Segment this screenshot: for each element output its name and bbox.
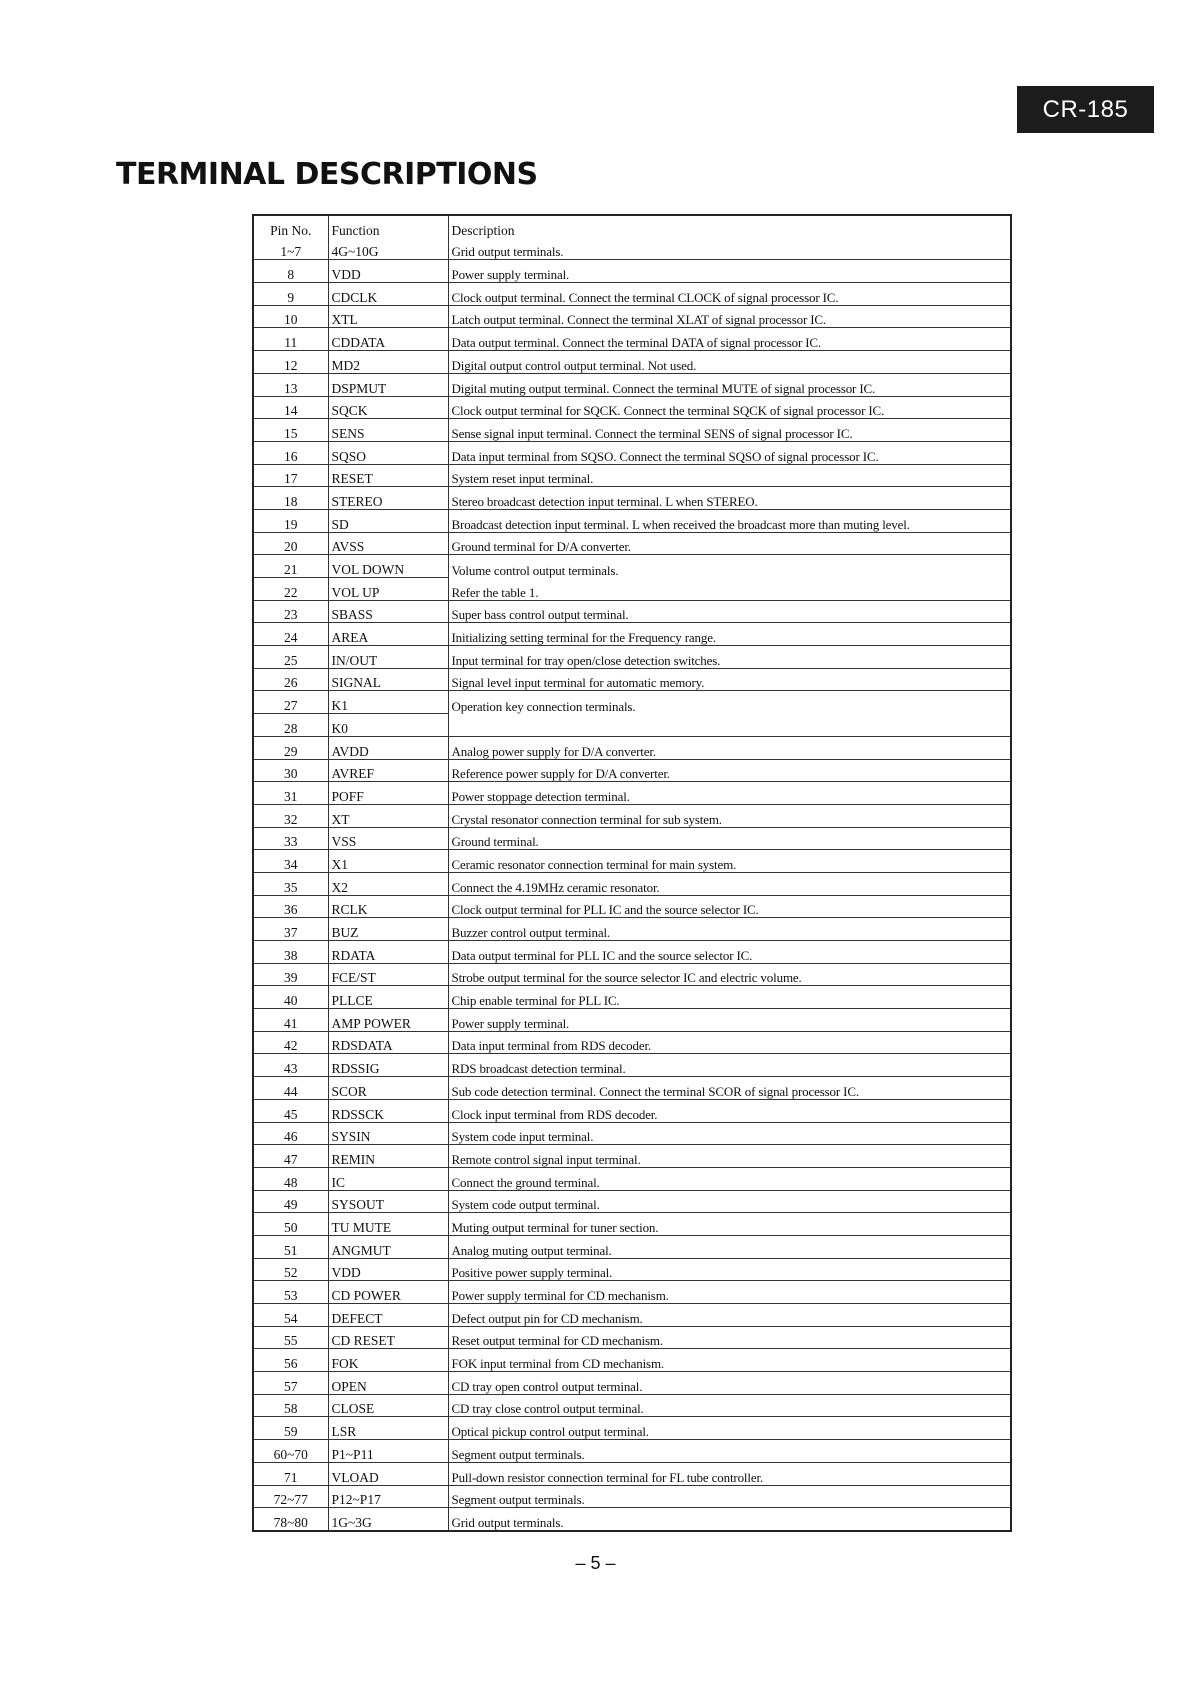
description-cell: Analog power supply for D/A converter. — [448, 736, 1010, 759]
function-cell: LSR — [328, 1417, 448, 1440]
function-cell: AREA — [328, 623, 448, 646]
pin-cell: 31 — [254, 782, 328, 805]
table-row — [254, 895, 1010, 918]
description-cell: Positive power supply terminal. — [448, 1258, 1010, 1281]
pin-cell: 15 — [254, 419, 328, 442]
function-cell: FOK — [328, 1349, 448, 1372]
pin-cell: 60~70 — [254, 1440, 328, 1463]
function-cell: SQCK — [328, 396, 448, 419]
pin-cell: 71 — [254, 1462, 328, 1485]
pin-cell: 56 — [254, 1349, 328, 1372]
pin-cell: 8 — [254, 260, 328, 283]
description-cell: Grid output terminals. — [451, 1514, 564, 1530]
function-cell: AVDD — [328, 736, 448, 759]
function-cell: CDDATA — [328, 328, 448, 351]
pin-cell: 40 — [254, 986, 328, 1009]
table-body — [254, 238, 1010, 1530]
pin-cell: 48 — [254, 1167, 328, 1190]
function-cell: VDD — [328, 260, 448, 283]
table-row — [254, 1190, 1010, 1213]
pin-cell: 30 — [254, 759, 328, 782]
function-cell: SYSOUT — [328, 1190, 448, 1213]
function-cell: MD2 — [328, 351, 448, 374]
description-cell: Ceramic resonator connection terminal for main system. — [448, 850, 1010, 873]
description-cell: Reset output terminal for CD mechanism. — [448, 1326, 1010, 1349]
function-cell: P12~P17 — [328, 1485, 448, 1508]
table-row — [254, 1508, 1010, 1530]
function-cell: SD — [328, 509, 448, 532]
pin-cell: 24 — [254, 623, 328, 646]
pin-cell: 36 — [254, 895, 328, 918]
description-cell: Data output terminal for PLL IC and the source selector IC. — [448, 941, 1010, 964]
pin-cell: 37 — [254, 918, 328, 941]
pin-cell: 27 — [254, 691, 328, 714]
pin-cell: 49 — [254, 1190, 328, 1213]
function-cell: K1 — [328, 691, 448, 714]
table-row — [254, 872, 1010, 895]
description-cell: Defect output pin for CD mechanism. — [448, 1304, 1010, 1327]
table-row — [254, 1122, 1010, 1145]
column-header-function: Function — [328, 216, 448, 238]
function-cell: XT — [328, 804, 448, 827]
function-cell: SQSO — [328, 441, 448, 464]
pin-cell: 41 — [254, 1009, 328, 1032]
description-cell: Segment output terminals. — [448, 1440, 1010, 1463]
pin-cell: 10 — [254, 305, 328, 328]
model-badge: CR-185 — [1017, 86, 1154, 133]
description-cell: Volume control output terminals. — [451, 562, 619, 578]
table-row — [254, 782, 1010, 805]
pin-cell: 1~7 — [254, 238, 328, 260]
function-cell: ANGMUT — [328, 1235, 448, 1258]
table-row — [254, 1394, 1010, 1417]
description-cell: RDS broadcast detection terminal. — [448, 1054, 1010, 1077]
pin-cell: 52 — [254, 1258, 328, 1281]
description-cell: Analog muting output terminal. — [448, 1235, 1010, 1258]
function-cell: K0 — [328, 714, 448, 737]
pin-cell: 20 — [254, 532, 328, 555]
function-cell: AVSS — [328, 532, 448, 555]
function-cell: 1G~3G — [328, 1508, 448, 1530]
function-cell: DSPMUT — [328, 373, 448, 396]
pin-cell: 78~80 — [254, 1508, 328, 1530]
table-row — [254, 736, 1010, 759]
function-cell: SYSIN — [328, 1122, 448, 1145]
table-row — [254, 1440, 1010, 1463]
table-row — [254, 328, 1010, 351]
pin-cell: 26 — [254, 668, 328, 691]
function-cell: TU MUTE — [328, 1213, 448, 1236]
function-cell: SIGNAL — [328, 668, 448, 691]
pin-cell: 17 — [254, 464, 328, 487]
pin-cell: 19 — [254, 509, 328, 532]
table-row — [254, 1485, 1010, 1508]
table-row — [254, 373, 1010, 396]
page-title: TERMINAL DESCRIPTIONS — [116, 157, 538, 192]
column-header-description: Description — [451, 222, 515, 238]
table-row — [254, 441, 1010, 464]
pin-cell: 45 — [254, 1099, 328, 1122]
description-cell: Connect the 4.19MHz ceramic resonator. — [448, 872, 1010, 895]
description-cell: Power supply terminal for CD mechanism. — [448, 1281, 1010, 1304]
description-cell: Reference power supply for D/A converter. — [448, 759, 1010, 782]
description-cell: Broadcast detection input terminal. L when received the broadcast more than muting level. — [448, 509, 1010, 532]
pin-cell: 54 — [254, 1304, 328, 1327]
table-row — [254, 487, 1010, 510]
pin-cell: 51 — [254, 1235, 328, 1258]
description-cell: Operation key connection terminals. — [451, 698, 636, 714]
table-row — [254, 238, 1010, 260]
description-cell: Connect the ground terminal. — [448, 1167, 1010, 1190]
function-cell: CDCLK — [328, 283, 448, 306]
table-row — [254, 986, 1010, 1009]
description-cell: Chip enable terminal for PLL IC. — [448, 986, 1010, 1009]
description-cell: System reset input terminal. — [448, 464, 1010, 487]
description-cell: Data output terminal. Connect the terminal DATA of signal processor IC. — [448, 328, 1010, 351]
function-cell: VDD — [328, 1258, 448, 1281]
table-row — [254, 1235, 1010, 1258]
table-row — [254, 1258, 1010, 1281]
pin-cell: 16 — [254, 441, 328, 464]
pin-cell: 29 — [254, 736, 328, 759]
table-row — [254, 918, 1010, 941]
table-row — [254, 305, 1010, 328]
pin-cell: 33 — [254, 827, 328, 850]
pin-cell: 32 — [254, 804, 328, 827]
function-cell: IN/OUT — [328, 646, 448, 669]
column-header-pin: Pin No. — [254, 216, 328, 238]
description-cell: System code output terminal. — [448, 1190, 1010, 1213]
function-cell: DEFECT — [328, 1304, 448, 1327]
function-cell: P1~P11 — [328, 1440, 448, 1463]
function-cell: VLOAD — [328, 1462, 448, 1485]
description-cell: Remote control signal input terminal. — [448, 1145, 1010, 1168]
table-row — [254, 1054, 1010, 1077]
description-cell: Strobe output terminal for the source selector IC and electric volume. — [448, 963, 1010, 986]
function-cell: BUZ — [328, 918, 448, 941]
description-cell: Power supply terminal. — [448, 1009, 1010, 1032]
pin-cell: 21 — [254, 555, 328, 578]
description-cell: System code input terminal. — [448, 1122, 1010, 1145]
table-row — [254, 509, 1010, 532]
table-row — [254, 1462, 1010, 1485]
pin-cell: 13 — [254, 373, 328, 396]
table-row — [254, 283, 1010, 306]
pin-cell: 47 — [254, 1145, 328, 1168]
description-cell: FOK input terminal from CD mechanism. — [448, 1349, 1010, 1372]
function-cell: AVREF — [328, 759, 448, 782]
description-cell: Optical pickup control output terminal. — [448, 1417, 1010, 1440]
description-cell: Sense signal input terminal. Connect the terminal SENS of signal processor IC. — [448, 419, 1010, 442]
description-cell: Data input terminal from SQSO. Connect the terminal SQSO of signal processor IC. — [448, 441, 1010, 464]
table-row — [254, 668, 1010, 691]
table-row — [254, 1167, 1010, 1190]
description-cell: Super bass control output terminal. — [448, 600, 1010, 623]
table-row — [254, 759, 1010, 782]
pin-cell: 34 — [254, 850, 328, 873]
table-row — [254, 646, 1010, 669]
function-cell: X2 — [328, 872, 448, 895]
function-cell: CLOSE — [328, 1394, 448, 1417]
table-row — [254, 1031, 1010, 1054]
description-cell: Refer the table 1. — [448, 578, 1010, 601]
description-cell: Clock input terminal from RDS decoder. — [448, 1099, 1010, 1122]
terminal-descriptions-table — [254, 216, 1010, 1530]
table-row — [254, 396, 1010, 419]
pin-cell: 39 — [254, 963, 328, 986]
terminal-table-container — [252, 214, 1012, 1532]
table-row — [254, 1304, 1010, 1327]
description-cell: Crystal resonator connection terminal for sub system. — [448, 804, 1010, 827]
pin-cell: 28 — [254, 714, 328, 737]
function-cell: RDATA — [328, 941, 448, 964]
function-cell: CD POWER — [328, 1281, 448, 1304]
description-cell: Signal level input terminal for automatic memory. — [448, 668, 1010, 691]
description-cell: Input terminal for tray open/close detection switches. — [448, 646, 1010, 669]
description-cell: Power stoppage detection terminal. — [448, 782, 1010, 805]
function-cell: REMIN — [328, 1145, 448, 1168]
table-row — [254, 1213, 1010, 1236]
description-cell: Power supply terminal. — [448, 260, 1010, 283]
function-cell: CD RESET — [328, 1326, 448, 1349]
pin-cell: 59 — [254, 1417, 328, 1440]
function-cell: RESET — [328, 464, 448, 487]
function-cell: AMP POWER — [328, 1009, 448, 1032]
pin-cell: 55 — [254, 1326, 328, 1349]
table-header-row — [254, 216, 1010, 238]
table-row — [254, 1372, 1010, 1395]
function-cell: VSS — [328, 827, 448, 850]
table-row — [254, 1417, 1010, 1440]
description-cell: Segment output terminals. — [448, 1485, 1010, 1508]
description-cell: Digital output control output terminal. Not used. — [448, 351, 1010, 374]
table-row — [254, 850, 1010, 873]
table-row — [254, 804, 1010, 827]
function-cell: STEREO — [328, 487, 448, 510]
function-cell: X1 — [328, 850, 448, 873]
function-cell: SBASS — [328, 600, 448, 623]
function-cell: SCOR — [328, 1077, 448, 1100]
pin-cell: 12 — [254, 351, 328, 374]
function-cell: RDSSCK — [328, 1099, 448, 1122]
table-row — [254, 600, 1010, 623]
function-cell: PLLCE — [328, 986, 448, 1009]
pin-cell: 46 — [254, 1122, 328, 1145]
description-cell: Data input terminal from RDS decoder. — [448, 1031, 1010, 1054]
description-cell: Muting output terminal for tuner section. — [448, 1213, 1010, 1236]
description-cell: CD tray open control output terminal. — [448, 1372, 1010, 1395]
table-row — [254, 1349, 1010, 1372]
description-cell: Grid output terminals. — [448, 238, 1010, 260]
table-row — [254, 1077, 1010, 1100]
description-cell: Clock output terminal. Connect the terminal CLOCK of signal processor IC. — [448, 283, 1010, 306]
function-cell: VOL DOWN — [328, 555, 448, 578]
description-cell: Pull-down resistor connection terminal for FL tube controller. — [448, 1462, 1010, 1485]
table-row — [254, 963, 1010, 986]
pin-cell: 38 — [254, 941, 328, 964]
pin-cell: 11 — [254, 328, 328, 351]
description-cell — [448, 714, 1010, 737]
function-cell: VOL UP — [328, 578, 448, 601]
table-header — [254, 216, 1010, 238]
table-row — [254, 941, 1010, 964]
page-number: – 5 – — [575, 1553, 616, 1573]
table-row — [254, 1145, 1010, 1168]
description-cell: Clock output terminal for SQCK. Connect the terminal SQCK of signal processor IC. — [448, 396, 1010, 419]
pin-cell: 35 — [254, 872, 328, 895]
function-cell: FCE/ST — [328, 963, 448, 986]
table-row — [254, 827, 1010, 850]
pin-cell: 9 — [254, 283, 328, 306]
table-row — [254, 691, 1010, 714]
function-cell: RCLK — [328, 895, 448, 918]
function-cell: RDSSIG — [328, 1054, 448, 1077]
table-row — [254, 532, 1010, 555]
function-cell: OPEN — [328, 1372, 448, 1395]
table-row — [254, 260, 1010, 283]
function-cell: 4G~10G — [328, 238, 448, 260]
description-cell: Clock output terminal for PLL IC and the source selector IC. — [448, 895, 1010, 918]
pin-cell: 43 — [254, 1054, 328, 1077]
pin-cell: 57 — [254, 1372, 328, 1395]
table-row — [254, 578, 1010, 601]
description-cell: Buzzer control output terminal. — [448, 918, 1010, 941]
description-cell: Latch output terminal. Connect the terminal XLAT of signal processor IC. — [448, 305, 1010, 328]
pin-cell: 53 — [254, 1281, 328, 1304]
table-row — [254, 555, 1010, 578]
table-row — [254, 351, 1010, 374]
pin-cell: 25 — [254, 646, 328, 669]
pin-cell: 44 — [254, 1077, 328, 1100]
function-cell: IC — [328, 1167, 448, 1190]
table-row — [254, 1281, 1010, 1304]
description-cell: Ground terminal for D/A converter. — [448, 532, 1010, 555]
function-cell: SENS — [328, 419, 448, 442]
function-cell: XTL — [328, 305, 448, 328]
pin-cell: 18 — [254, 487, 328, 510]
table-row — [254, 714, 1010, 737]
description-cell: Initializing setting terminal for the Frequency range. — [448, 623, 1010, 646]
description-cell: Stereo broadcast detection input terminal. L when STEREO. — [448, 487, 1010, 510]
table-row — [254, 1009, 1010, 1032]
function-cell: RDSDATA — [328, 1031, 448, 1054]
pin-cell: 58 — [254, 1394, 328, 1417]
description-cell: Ground terminal. — [448, 827, 1010, 850]
pin-cell: 50 — [254, 1213, 328, 1236]
description-cell: Digital muting output terminal. Connect the terminal MUTE of signal processor IC. — [448, 373, 1010, 396]
pin-cell: 23 — [254, 600, 328, 623]
function-cell: POFF — [328, 782, 448, 805]
description-cell: Sub code detection terminal. Connect the terminal SCOR of signal processor IC. — [448, 1077, 1010, 1100]
table-row — [254, 419, 1010, 442]
description-cell: CD tray close control output terminal. — [448, 1394, 1010, 1417]
table-row — [254, 1326, 1010, 1349]
pin-cell: 72~77 — [254, 1485, 328, 1508]
pin-cell: 14 — [254, 396, 328, 419]
table-row — [254, 1099, 1010, 1122]
pin-cell: 22 — [254, 578, 328, 601]
table-row — [254, 623, 1010, 646]
table-row — [254, 464, 1010, 487]
pin-cell: 42 — [254, 1031, 328, 1054]
